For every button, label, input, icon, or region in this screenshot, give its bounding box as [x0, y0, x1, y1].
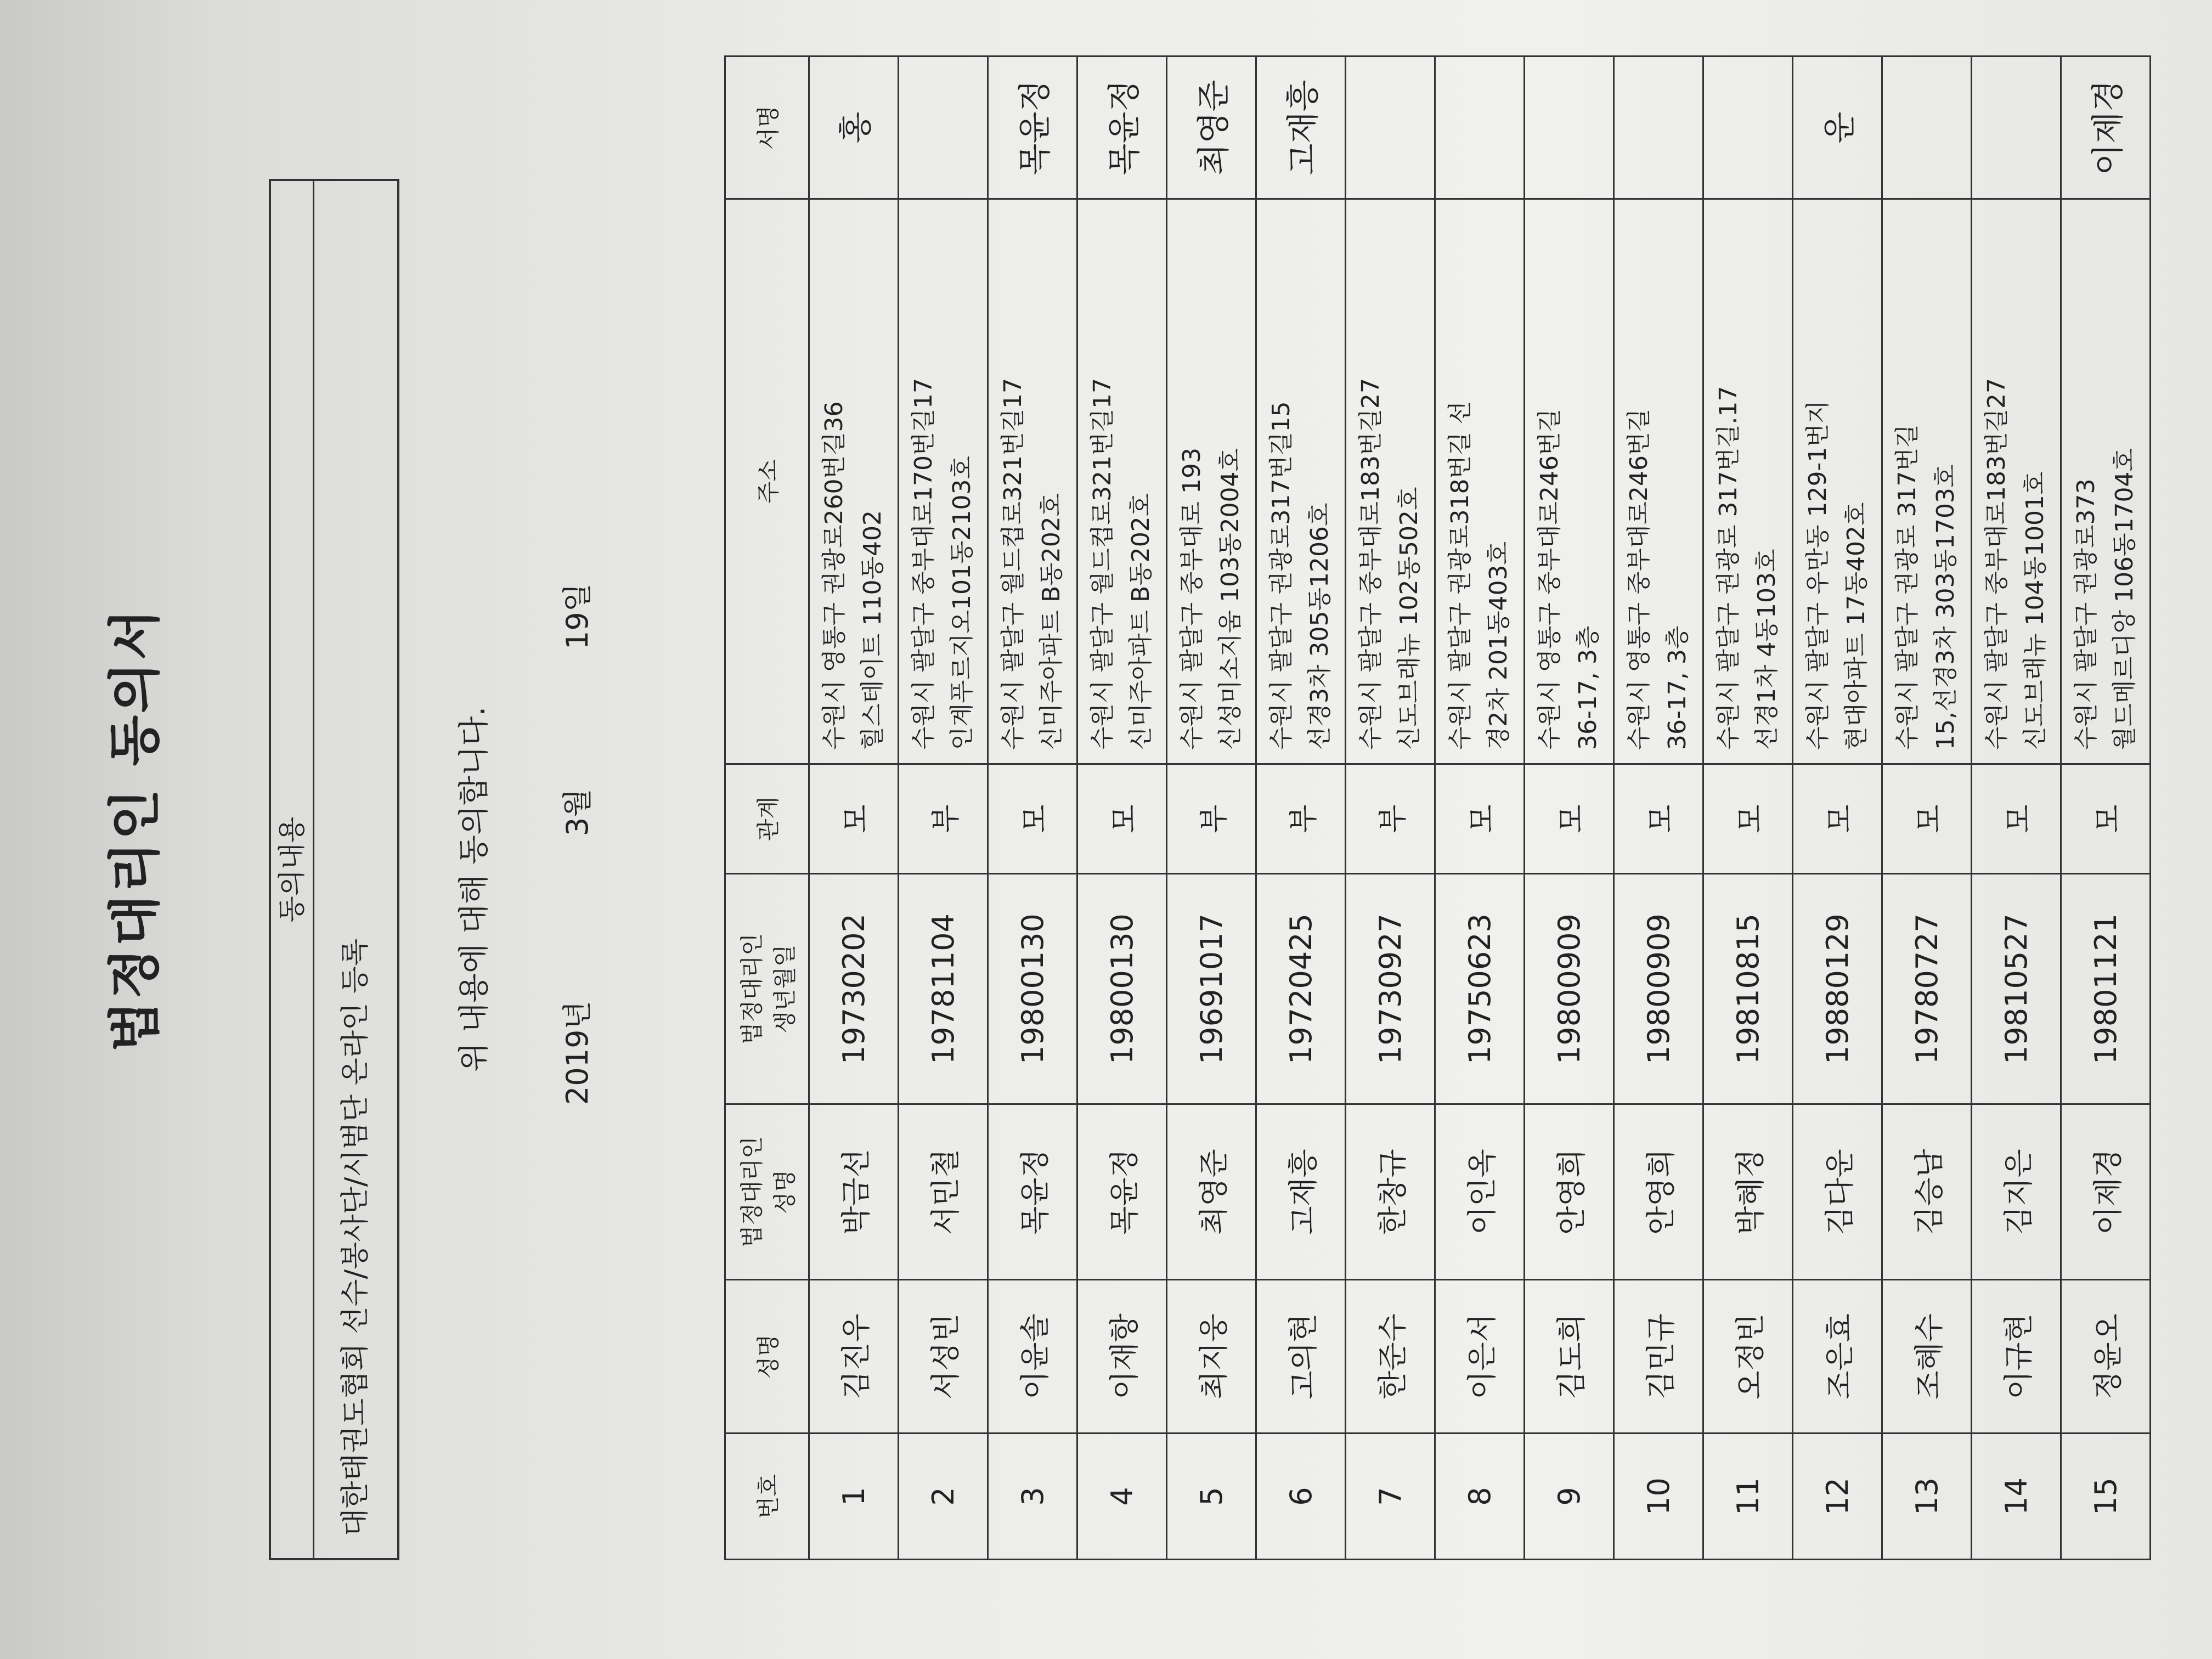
cell-name: 이규현 — [1972, 1280, 2061, 1434]
cell-guardian-name: 김다운 — [1793, 1104, 1882, 1280]
cell-no: 15 — [2061, 1434, 2151, 1560]
address-line2: 경2차 201동403호 — [1485, 541, 1513, 750]
consent-header: 동의내용 — [271, 181, 314, 1558]
cell-relation: 모 — [1614, 764, 1703, 874]
cell-guardian-birth: 19800909 — [1525, 874, 1614, 1104]
cell-guardian-name: 박금선 — [809, 1104, 899, 1280]
cell-signature: 이제경 — [2061, 57, 2151, 199]
cell-signature — [899, 57, 988, 199]
address-line2: 선경1차 4동103호 — [1753, 549, 1781, 750]
table-row — [1882, 57, 1972, 1560]
cell-relation: 모 — [988, 764, 1077, 874]
cell-guardian-name: 안영희 — [1614, 1104, 1703, 1280]
table-row — [988, 57, 1077, 1560]
cell-guardian-birth: 19780727 — [1882, 874, 1972, 1104]
cell-relation: 부 — [899, 764, 988, 874]
cell-no: 5 — [1167, 1434, 1256, 1560]
address-line1: 수원시 팔달구 월드컵로321번길17 — [1088, 378, 1116, 750]
cell-name: 최지웅 — [1167, 1280, 1256, 1434]
cell-guardian-birth: 19800130 — [1077, 874, 1167, 1104]
consent-text: 대한태권도협회 선수/봉사단/시범단 온라인 등록 — [339, 938, 372, 1536]
cell-guardian-birth: 19800130 — [988, 874, 1077, 1104]
address-line2: 힐스테이트 110동402 — [859, 510, 887, 750]
address-line1: 수원시 팔달구 중부대로 193 — [1178, 448, 1206, 750]
address-line1: 수원시 팔달구 권광로 317번길.17 — [1714, 386, 1742, 750]
header-guardian-name-line1: 법정대리인 — [738, 1136, 765, 1248]
cell-signature — [1435, 57, 1525, 199]
cell-guardian-name: 박혜정 — [1703, 1104, 1793, 1280]
cell-name: 이재항 — [1077, 1280, 1167, 1434]
cell-signature: 목윤정 — [988, 57, 1077, 199]
cell-no: 10 — [1614, 1434, 1703, 1560]
cell-name: 조혜수 — [1882, 1280, 1972, 1434]
cell-guardian-birth: 19691017 — [1167, 874, 1256, 1104]
header-guardian-name-line2: 성명 — [771, 1169, 798, 1215]
cell-relation: 모 — [1793, 764, 1882, 874]
address-line2: 신미주아파트 B동202호 — [1127, 493, 1155, 750]
address-line1: 수원시 팔달구 중부대로183번길27 — [1357, 378, 1385, 750]
address-line1: 수원시 팔달구 중부대로183번길27 — [1983, 378, 2011, 750]
cell-no: 9 — [1525, 1434, 1614, 1560]
cell-guardian-name: 서민철 — [899, 1104, 988, 1280]
header-guardian-name — [725, 1104, 809, 1280]
cell-address — [1435, 199, 1525, 764]
cell-name: 이윤솔 — [988, 1280, 1077, 1434]
header-guardian-birth-line1: 법정대리인 — [738, 933, 765, 1045]
cell-name: 한준수 — [1346, 1280, 1435, 1434]
address-line1: 수원시 팔달구 우만동 129-1번지 — [1804, 400, 1832, 750]
cell-no: 2 — [899, 1434, 988, 1560]
agreement-statement: 위 내용에 대해 동의합니다. — [456, 706, 492, 1072]
address-line1: 수원시 팔달구 권광로373 — [2072, 478, 2100, 750]
address-line2: 월드메르디앙 106동1704호 — [2111, 448, 2138, 750]
cell-no: 1 — [809, 1434, 899, 1560]
cell-address — [1525, 199, 1614, 764]
address-line2: 36-17, 3층 — [1574, 625, 1602, 750]
cell-address — [809, 199, 899, 764]
cell-signature: 고재흥 — [1256, 57, 1346, 199]
header-guardian-birth-line2: 생년월일 — [771, 944, 798, 1034]
cell-name: 서성빈 — [899, 1280, 988, 1434]
address-line2: 인계푸르지오101동2103호 — [948, 456, 976, 750]
table-row — [1256, 57, 1346, 1560]
table-row — [899, 57, 988, 1560]
cell-no: 14 — [1972, 1434, 2061, 1560]
address-line2: 신미주아파트 B동202호 — [1037, 493, 1065, 750]
table-row — [1435, 57, 1525, 1560]
cell-guardian-name: 최영준 — [1167, 1104, 1256, 1280]
cell-guardian-birth: 19750623 — [1435, 874, 1525, 1104]
address-line1: 수원시 팔달구 월드컵로321번길17 — [999, 378, 1027, 750]
guardian-table — [724, 55, 2151, 1560]
header-signature: 서명 — [725, 57, 809, 199]
address-line1: 수원시 팔달구 중부대로170번길17 — [910, 378, 938, 750]
address-line2: 신성미소지움 103동2004호 — [1216, 448, 1244, 750]
cell-address — [1077, 199, 1167, 764]
table-row — [1346, 57, 1435, 1560]
cell-no: 7 — [1346, 1434, 1435, 1560]
cell-address — [1972, 199, 2061, 764]
cell-guardian-name: 목윤정 — [988, 1104, 1077, 1280]
cell-guardian-name: 이인옥 — [1435, 1104, 1525, 1280]
address-line2: 36-17, 3층 — [1663, 625, 1691, 750]
table-row — [809, 57, 899, 1560]
cell-address — [1614, 199, 1703, 764]
cell-name: 정윤오 — [2061, 1280, 2151, 1434]
table-row — [1972, 57, 2061, 1560]
cell-relation: 부 — [1346, 764, 1435, 874]
cell-address — [1793, 199, 1882, 764]
cell-address — [1346, 199, 1435, 764]
cell-no: 13 — [1882, 1434, 1972, 1560]
cell-name: 고의현 — [1256, 1280, 1346, 1434]
header-guardian-birth — [725, 874, 809, 1104]
cell-address — [1882, 199, 1972, 764]
cell-guardian-birth: 19730202 — [809, 874, 899, 1104]
cell-signature: 운 — [1793, 57, 1882, 199]
cell-signature: 홍 — [809, 57, 899, 199]
cell-name: 김진우 — [809, 1280, 899, 1434]
address-line2: 15,선경3차 303동1703호 — [1932, 464, 1960, 750]
cell-address — [1167, 199, 1256, 764]
cell-signature — [1703, 57, 1793, 199]
table-row — [1167, 57, 1256, 1560]
cell-no: 11 — [1703, 1434, 1793, 1560]
cell-guardian-birth: 19810815 — [1703, 874, 1793, 1104]
cell-relation: 모 — [1972, 764, 2061, 874]
cell-relation: 모 — [1703, 764, 1793, 874]
cell-name: 오정빈 — [1703, 1280, 1793, 1434]
cell-signature: 목윤정 — [1077, 57, 1167, 199]
cell-guardian-name: 고재흥 — [1256, 1104, 1346, 1280]
cell-relation: 모 — [1435, 764, 1525, 874]
cell-relation: 모 — [1882, 764, 1972, 874]
cell-no: 8 — [1435, 1434, 1525, 1560]
cell-no: 3 — [988, 1434, 1077, 1560]
cell-address — [899, 199, 988, 764]
cell-guardian-name: 한창규 — [1346, 1104, 1435, 1280]
cell-signature — [1346, 57, 1435, 199]
cell-address — [2061, 199, 2151, 764]
cell-relation: 모 — [1525, 764, 1614, 874]
cell-signature: 최영준 — [1167, 57, 1256, 199]
cell-relation: 부 — [1167, 764, 1256, 874]
table-row — [1614, 57, 1703, 1560]
cell-guardian-name: 김지은 — [1972, 1104, 2061, 1280]
cell-no: 4 — [1077, 1434, 1167, 1560]
cell-guardian-birth: 19880129 — [1793, 874, 1882, 1104]
cell-relation: 모 — [2061, 764, 2151, 874]
cell-relation: 모 — [1077, 764, 1167, 874]
cell-guardian-birth: 19810527 — [1972, 874, 2061, 1104]
cell-name: 김도희 — [1525, 1280, 1614, 1434]
cell-relation: 부 — [1256, 764, 1346, 874]
cell-name: 조은효 — [1793, 1280, 1882, 1434]
cell-guardian-birth: 19801121 — [2061, 874, 2151, 1104]
cell-relation: 모 — [809, 764, 899, 874]
address-line2: 선경3차 305동1206호 — [1306, 503, 1334, 750]
consent-box — [269, 179, 399, 1560]
table-row — [1793, 57, 1882, 1560]
cell-name: 이은서 — [1435, 1280, 1525, 1434]
cell-no: 6 — [1256, 1434, 1346, 1560]
table-body — [809, 57, 2151, 1560]
cell-guardian-birth: 19800909 — [1614, 874, 1703, 1104]
table-row — [1703, 57, 1793, 1560]
address-line2: 현대아파트 17동402호 — [1842, 502, 1870, 750]
header-name: 성명 — [725, 1280, 809, 1434]
cell-signature — [1614, 57, 1703, 199]
address-line1: 수원시 영통구 권광로260번길36 — [820, 401, 848, 750]
table-row — [2061, 57, 2151, 1560]
address-line1: 수원시 팔달구 권광로 317번길 — [1893, 424, 1921, 750]
date-year: 2019년 — [560, 1001, 595, 1105]
cell-address — [988, 199, 1077, 764]
address-line1: 수원시 팔달구 권광로318번길 선 — [1446, 401, 1474, 750]
address-line1: 수원시 팔달구 권광로317번길15 — [1267, 401, 1295, 750]
cell-guardian-name: 김승남 — [1882, 1104, 1972, 1280]
cell-name: 김민규 — [1614, 1280, 1703, 1434]
address-line2: 신도브래뉴 104동1001호 — [2021, 471, 2049, 750]
header-relation: 관계 — [725, 764, 809, 874]
cell-no: 12 — [1793, 1434, 1882, 1560]
cell-guardian-birth: 19720425 — [1256, 874, 1346, 1104]
table-row — [1525, 57, 1614, 1560]
cell-guardian-birth: 19781104 — [899, 874, 988, 1104]
cell-address — [1703, 199, 1793, 764]
cell-address — [1256, 199, 1346, 764]
table-header-row — [725, 57, 809, 1560]
address-line1: 수원시 영통구 중부대로246번길 — [1625, 408, 1653, 750]
date-day: 19일 — [560, 583, 595, 650]
cell-guardian-name: 목윤정 — [1077, 1104, 1167, 1280]
cell-guardian-name: 안영희 — [1525, 1104, 1614, 1280]
document-title: 법정대리인 동의서 — [104, 607, 166, 1052]
address-line2: 신도브래뉴 102동502호 — [1395, 487, 1423, 750]
cell-signature — [1525, 57, 1614, 199]
cell-signature — [1882, 57, 1972, 199]
table-row — [1077, 57, 1167, 1560]
cell-signature — [1972, 57, 2061, 199]
cell-guardian-name: 이제경 — [2061, 1104, 2151, 1280]
date-month: 3월 — [560, 788, 595, 836]
header-no: 번호 — [725, 1434, 809, 1560]
address-line1: 수원시 영통구 중부대로246번길 — [1536, 408, 1564, 750]
cell-guardian-birth: 19730927 — [1346, 874, 1435, 1104]
header-address: 주소 — [725, 199, 809, 764]
